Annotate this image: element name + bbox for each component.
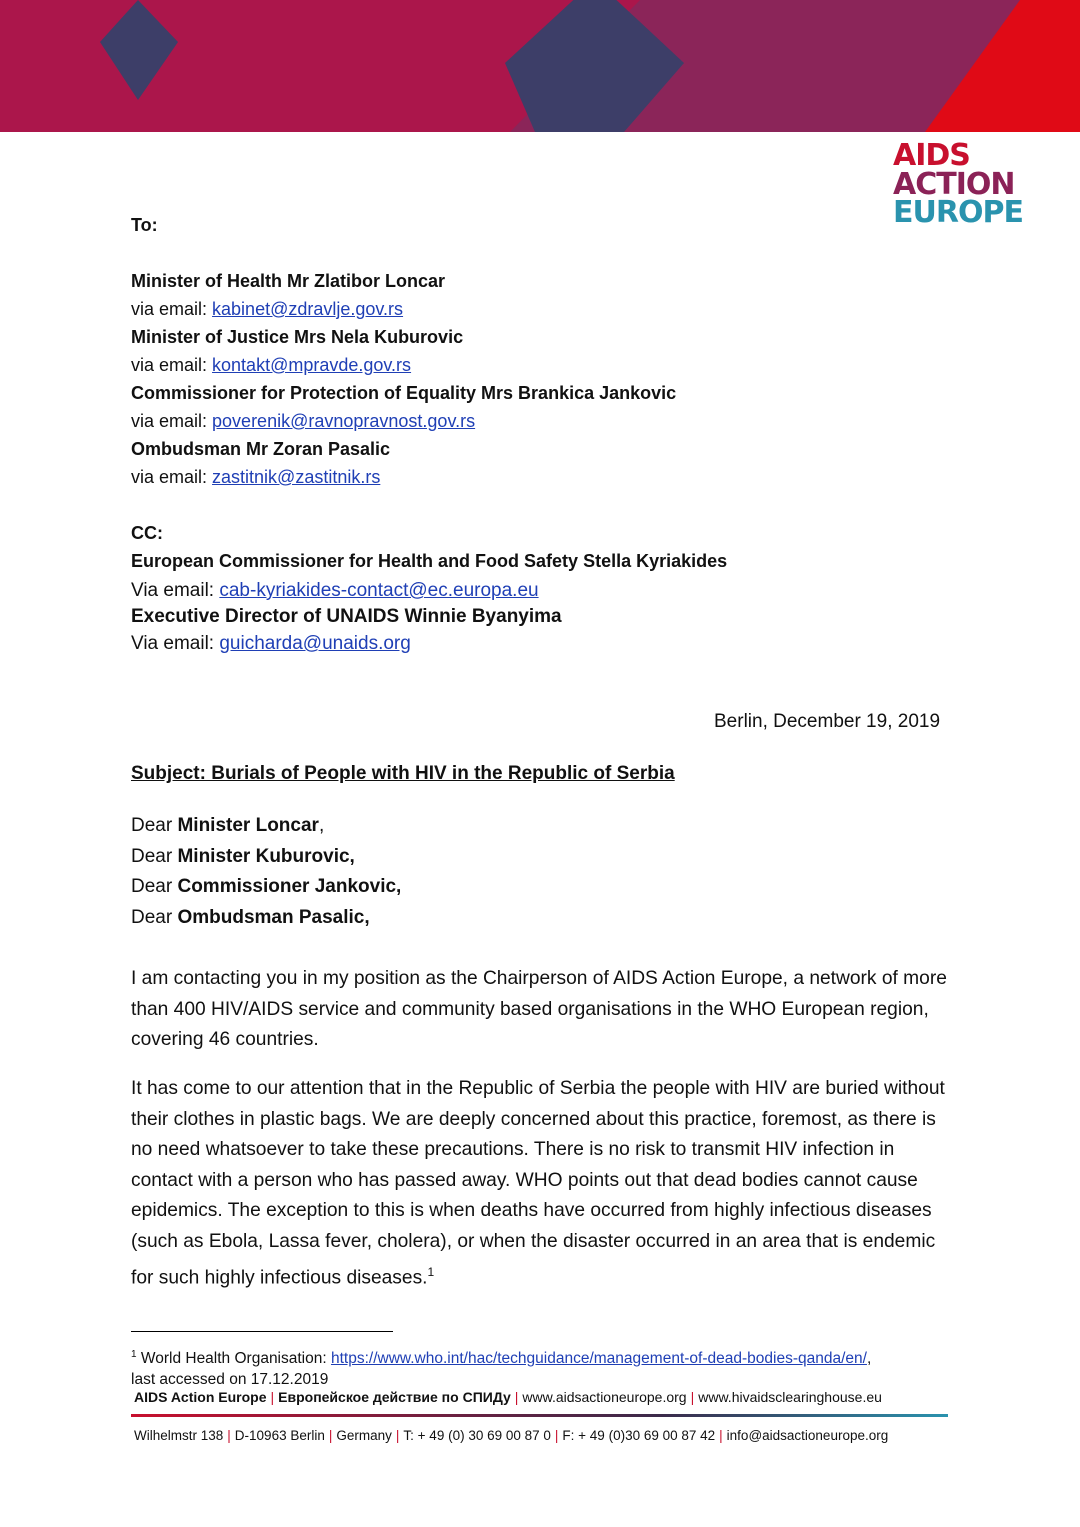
footnote-mark: 1 [131,1349,137,1360]
via-email-label: via email: [131,299,213,319]
addressee: Minister Kuburovic, [177,846,355,867]
recipient-email-line [131,299,403,320]
recipient-name: Ombudsman Mr Zoran Pasalic [131,439,391,459]
separator: | [514,1389,519,1405]
separator: | [395,1428,400,1443]
footer-org-name-russian: Европейское действие по СПИДу [278,1389,511,1405]
via-email-label: Via email: [131,633,220,654]
footer-email-link[interactable]: info@aidsactioneurope.org [726,1428,889,1443]
email-link[interactable]: poverenik@ravnopravnost.gov.rs [212,411,476,431]
comma: , [318,815,325,836]
separator: | [690,1389,695,1405]
dear-text: Dear [131,846,178,867]
recipient-name: Commissioner for Protection of Equality Mrs Brankica Jankovic [131,383,677,403]
to-label: To: [131,215,158,235]
footer-phone: T: + 49 (0) 30 69 00 87 0 [403,1428,551,1443]
dear-text: Dear [131,815,178,836]
footer-city: D-10963 Berlin [234,1428,325,1443]
footer-country: Germany [336,1428,392,1443]
header-banner [0,0,1080,132]
aids-action-europe-logo [893,138,1033,230]
dear-text: Dear [131,876,178,897]
addressee: Minister Loncar [177,815,319,836]
footer-address-line [134,1428,888,1443]
separator: | [554,1428,559,1443]
recipient-name: Minister of Health Mr Zlatibor Loncar [131,271,446,291]
cc-email-line [131,580,539,602]
cc-label: CC: [131,523,163,543]
logo-line-action: ACTION [893,166,1015,202]
recipient-email-line [131,355,411,376]
salutation [131,846,355,868]
email-link[interactable]: kontakt@mpravde.gov.rs [212,355,412,375]
logo-line-aids: AIDS [893,138,970,173]
via-email-label: Via email: [131,580,220,601]
email-link[interactable]: kabinet@zdravlje.gov.rs [212,299,404,319]
recipient-email-line [131,467,380,488]
body-paragraph [131,1074,961,1294]
footer-org-name: AIDS Action Europe [134,1389,267,1405]
recipient-name: Minister of Justice Mrs Nela Kuburovic [131,327,464,347]
via-email-label: via email: [131,411,213,431]
dear-text: Dear [131,907,178,928]
footnote-prefix: World Health Organisation: [136,1350,331,1368]
cc-name: European Commissioner for Health and Food Safety Stella Kyriakides [131,551,728,571]
footer-street: Wilhelmstr 138 [134,1428,224,1443]
cc-email-line [131,633,411,655]
footnote-divider [131,1331,393,1332]
footer-fax: F: + 49 (0)30 69 00 87 42 [562,1428,716,1443]
footer-organisation-line [134,1389,882,1405]
footer-gradient-rule [131,1414,948,1417]
separator: | [270,1389,275,1405]
email-link[interactable]: cab-kyriakides-contact@ec.europa.eu [219,580,539,601]
footer-website-link[interactable]: www.aidsactioneurope.org [522,1389,687,1405]
paragraph-text: It has come to our attention that in the Republic of Serbia the people with HIV are buried without their clothes in plastic bags. We are deeply concerned about this practice, foremost, as there is no need whatsoever to take these precautions. There is no risk to transmit HIV infection in contact with a person who has passed away. WHO points out that dead bodies cannot cause epidemics. The exception to this is when deaths have occurred from highly infectious diseases (such as Ebola, Lassa fever, cholera), or when the disaster occurred in an area that is endemic for such highly infectious diseases. [131,1078,945,1289]
via-email-label: via email: [131,467,213,487]
letter-subject: Subject: Burials of People with HIV in the Republic of Serbia [131,763,675,784]
addressee: Ombudsman Pasalic, [177,907,370,928]
footer-clearinghouse-link[interactable]: www.hivaidsclearinghouse.eu [698,1389,882,1405]
footnote-suffix: , last accessed on 17.12.2019 [131,1350,872,1389]
addressee: Commissioner Jankovic, [177,876,402,897]
footnote-reference[interactable]: 1 [427,1265,435,1279]
via-email-label: via email: [131,355,213,375]
salutation [131,907,370,929]
separator: | [719,1428,723,1443]
letter-date: Berlin, December 19, 2019 [714,711,941,732]
salutation [131,876,401,898]
salutation [131,815,324,837]
cc-name: Executive Director of UNAIDS Winnie Byanyima [131,606,562,627]
recipient-email-line [131,411,475,432]
email-link[interactable]: zastitnik@zastitnik.rs [212,467,381,487]
separator: | [328,1428,333,1443]
email-link[interactable]: guicharda@unaids.org [219,633,411,654]
separator: | [227,1428,231,1443]
logo-line-europe: EUROPE [893,195,1023,230]
footnote [131,1344,891,1390]
body-paragraph: I am contacting you in my position as the Chairperson of AIDS Action Europe, a network of more than 400 HIV/AIDS service and community based organisations in the WHO European region, covering 46 countries. [131,968,947,1050]
footnote-url-link[interactable]: https://www.who.int/hac/techguidance/management-of-dead-bodies-qanda/en/ [330,1350,867,1368]
